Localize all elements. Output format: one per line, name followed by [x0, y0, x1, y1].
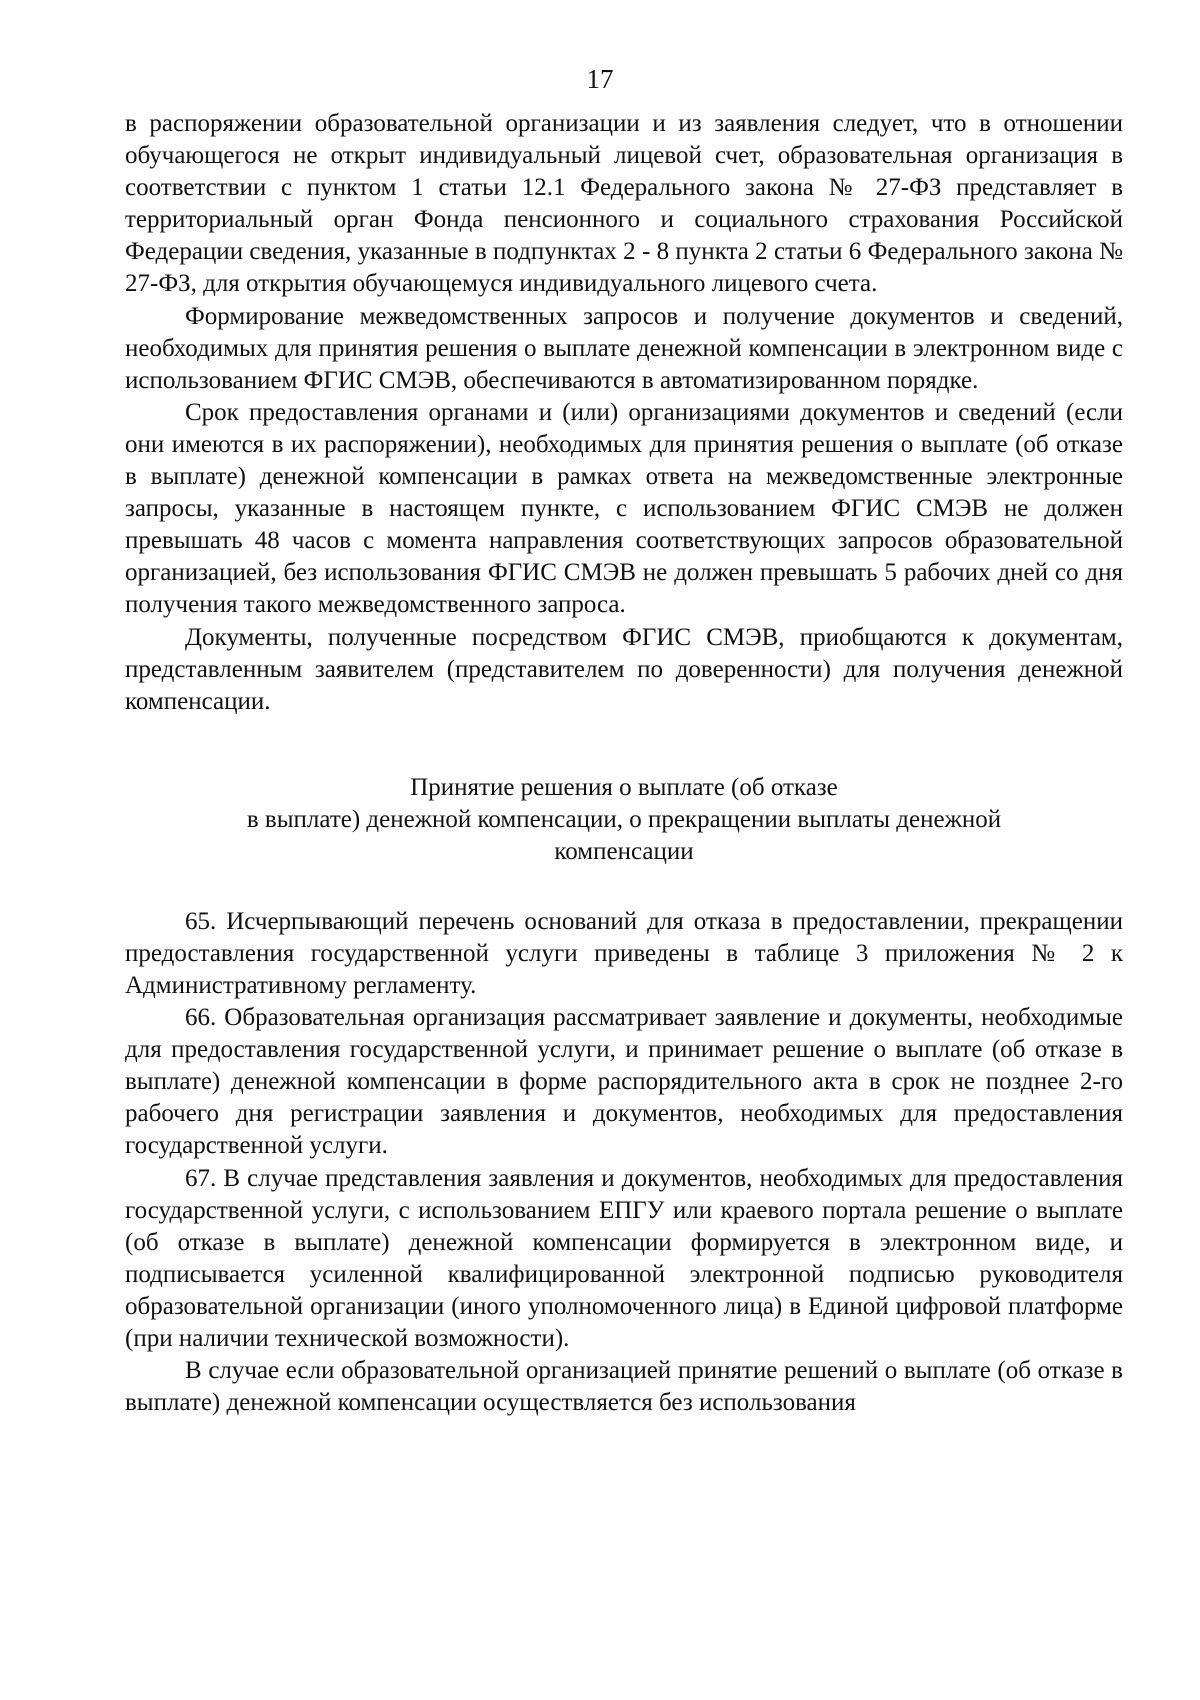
paragraph-66: 66. Образовательная организация рассматривает заявление и документы, необходимые для предоставления государственной услуги, и принимает решение о выплате (об отказе в выплате) денежной компенсации в форме распорядительного акта в срок не позднее 2-го рабочего дня регистрации заявления и документов, необходимых для предоставления государственной услуги. [125, 1004, 1123, 1160]
paragraph-67: 67. В случае представления заявления и документов, необходимых для предоставления государственной услуги, с использованием ЕПГУ или краевого портала решение о выплате (об отказе в выплате) денежной компенсации формируется в электронном виде, и подписывается усиленной квалифицированной электронной подписью руководителя образовательной организации (иного уполномоченного лица) в Единой цифровой платформе (при наличии технической возможности). [125, 1164, 1123, 1352]
paragraph-response-deadline: Срок предоставления органами и (или) организациями документов и сведений (если они имеются в их распоряжении), необходимых для принятия решения о выплате (об отказе в выплате) денежной компенсации в рамках ответа на межведомственные электронные запросы, указанные в настоящем пункте, с использованием ФГИС СМЭВ не должен превышать 48 часов с момента направления соответствующих запросов образовательной организацией, без использования ФГИС СМЭВ не должен превышать 5 рабочих дней со дня получения такого межведомственного запроса. [125, 398, 1123, 619]
page-number: 17 [586, 64, 614, 94]
section-heading-line-2: в выплате) денежной компенсации, о прекращении выплаты денежной [246, 805, 1002, 833]
paragraph-65: 65. Исчерпывающий перечень оснований для отказа в предоставлении, прекращении предоставления государственной услуги приведены в таблице 3 приложения № 2 к Административному регламенту. [125, 907, 1123, 999]
section-heading [125, 772, 1123, 868]
section-heading-line-3: компенсации [554, 837, 694, 865]
section-heading-line-1: Принятие решения о выплате (об отказе [410, 773, 838, 801]
document-body [125, 108, 1123, 1419]
paragraph-interagency-requests: Формирование межведомственных запросов и получение документов и сведений, необходимых для принятия решения о выплате денежной компенсации в электронном виде с использованием ФГИС СМЭВ, обеспечиваются в автоматизированном порядке. [125, 302, 1123, 394]
paragraph-continuation: в распоряжении образовательной организации и из заявления следует, что в отношении обучающегося не открыт индивидуальный лицевой счет, образовательная организация в соответствии с пунктом 1 статьи 12.1 Федерального закона № 27-ФЗ представляет в территориальный орган Фонда пенсионного и социального страхования Российской Федерации сведения, указанные в подпунктах 2 - 8 пункта 2 статьи 6 Федерального закона № 27-ФЗ, для открытия обучающемуся индивидуального лицевого счета. [125, 110, 1123, 298]
paragraph-67-continued: В случае если образовательной организацией принятие решений о выплате (об отказе в выплате) денежной компенсации осуществляется без использования [125, 1357, 1123, 1417]
paragraph-documents-attached: Документы, полученные посредством ФГИС СМЭВ, приобщаются к документам, представленным заявителем (представителем по доверенности) для получения денежной компенсации. [125, 623, 1123, 715]
